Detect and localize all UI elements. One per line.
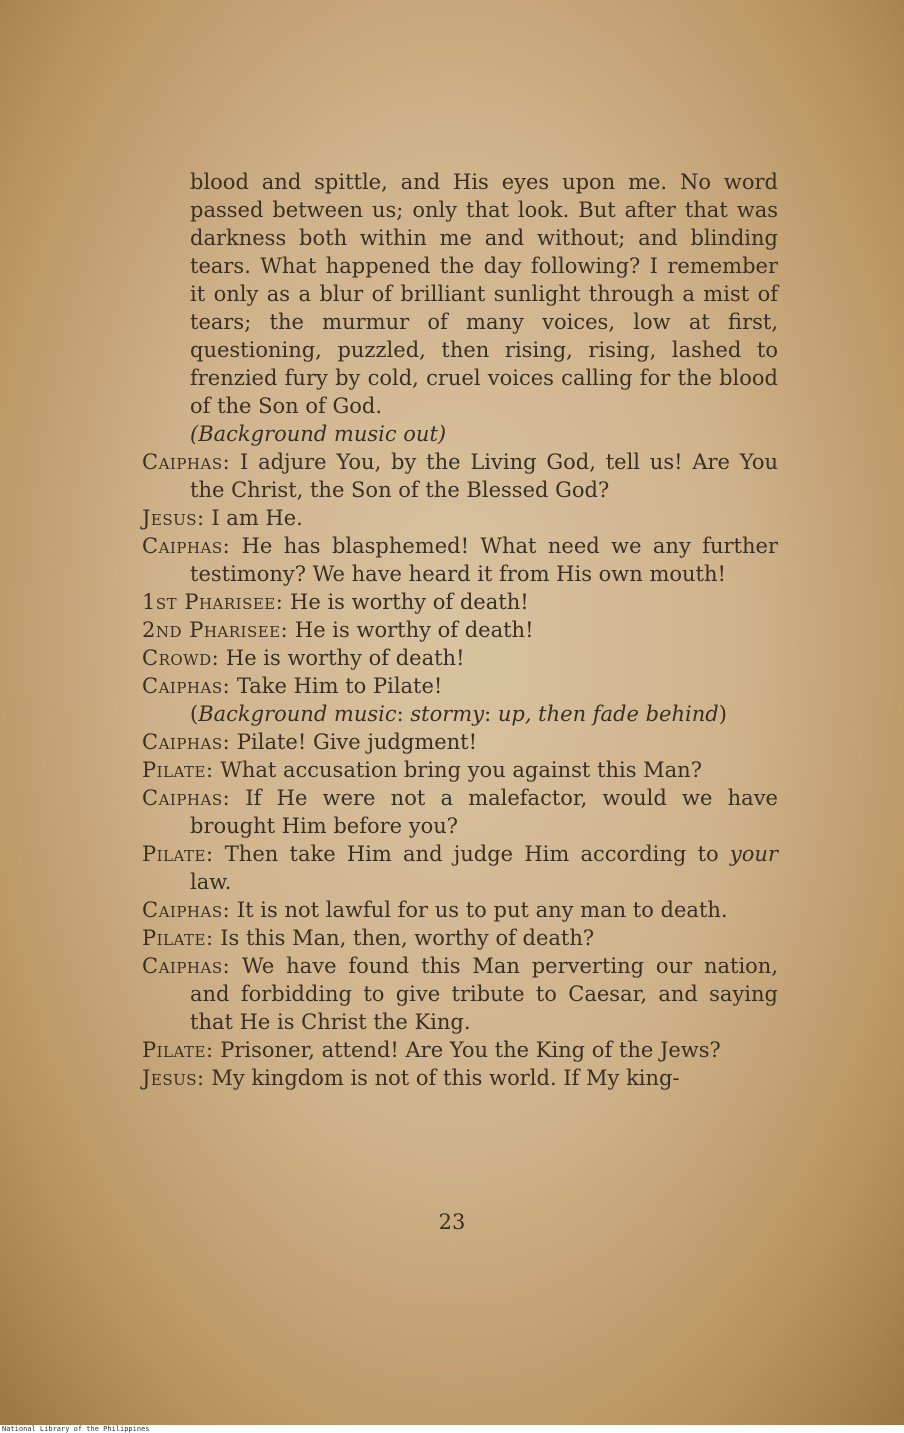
dialogue-line (142, 756, 778, 784)
speaker-name: Caiphas: (142, 674, 231, 698)
speech-text: He is worthy of death! (225, 646, 465, 670)
library-credit: National Library of the Philippines (2, 1425, 150, 1433)
dialogue-line (142, 448, 778, 504)
speaker-name: Jesus: (142, 1066, 205, 1090)
dialogue-line (142, 952, 778, 1036)
speech-text: If He were not a malefactor, would we have brought Him before you? (190, 786, 778, 838)
speech-text: Prisoner, attend! Are You the King of the Jews? (220, 1038, 721, 1062)
stage-direction: (Background music: stormy: up, then fade behind) (190, 702, 727, 726)
speaker-name: Caiphas: (142, 898, 231, 922)
dialogue-line (142, 924, 778, 952)
dialogue-line: Pilate: Then take Him and judge Him according to your law. (142, 842, 778, 894)
speaker-name: Caiphas: (142, 730, 231, 754)
dialogue-line (142, 588, 778, 616)
dialogue-line (142, 896, 778, 924)
speech-text: He is worthy of death! (290, 590, 529, 614)
dialogue-block (142, 728, 778, 1092)
dialogue-line (142, 1064, 778, 1092)
speaker-name: 2nd Pharisee: (142, 618, 289, 642)
page-number: 23 (438, 1210, 466, 1234)
speech-text: I adjure You, by the Living God, tell us! Are You the Christ, the Son of the Blessed God? (190, 450, 778, 502)
speaker-name: Pilate: (142, 842, 214, 866)
speech-text: My kingdom is not of this world. If My king- (211, 1066, 680, 1090)
dialogue-line (142, 784, 778, 840)
dialogue-line (142, 616, 778, 644)
speech-text: Take Him to Pilate! (236, 674, 443, 698)
speech-text: What accusation bring you against this Man? (220, 758, 702, 782)
speaker-name: Caiphas: (142, 450, 231, 474)
speaker-name: Pilate: (142, 1038, 214, 1062)
dialogue-block (142, 448, 778, 700)
speech-text: Then take Him and judge Him according to (224, 842, 730, 866)
dialogue-line (142, 672, 778, 700)
dialogue-line (142, 504, 778, 532)
speaker-name: Caiphas: (142, 534, 231, 558)
speaker-name: 1st Pharisee: (142, 590, 284, 614)
speaker-name: Caiphas: (142, 786, 231, 810)
speech-text: He is worthy of death! (294, 618, 534, 642)
speech-text: Pilate! Give judgment! (236, 730, 478, 754)
speech-text: I am He. (211, 506, 303, 530)
dialogue-line (142, 644, 778, 672)
speech-text: He has blasphemed! What need we any further testimony? We have heard it from His own mouth! (190, 534, 778, 586)
page-text (142, 168, 778, 1092)
speaker-name: Pilate: (142, 758, 214, 782)
speaker-name: Jesus: (142, 506, 205, 530)
dialogue-line (142, 532, 778, 588)
speech-text: It is not lawful for us to put any man to death. (236, 898, 728, 922)
emphasis-text: your (729, 842, 778, 866)
speaker-name: Crowd: (142, 646, 220, 670)
dialogue-line (142, 1036, 778, 1064)
speech-text: We have found this Man perverting our nation, and forbidding to give tribute to Caesar, and saying that He is Christ the King. (190, 954, 778, 1034)
narrative-passage: blood and spittle, and His eyes upon me. No word passed between us; only that look. But after that was darkness both within me and without; and blinding tears. What happened the day following? I remember it only as a blur of brilliant sunlight through a mist of tears; the murmur of many voices, low at first, questioning, puzzled, then rising, rising, lashed to frenzied fury by cold, cruel voices calling for the blood of the Son of God. (190, 170, 778, 418)
speaker-name: Caiphas: (142, 954, 231, 978)
speech-text: Is this Man, then, worthy of death? (220, 926, 595, 950)
stage-direction: (Background music out) (190, 422, 447, 446)
dialogue-line (142, 728, 778, 756)
speaker-name: Pilate: (142, 926, 214, 950)
